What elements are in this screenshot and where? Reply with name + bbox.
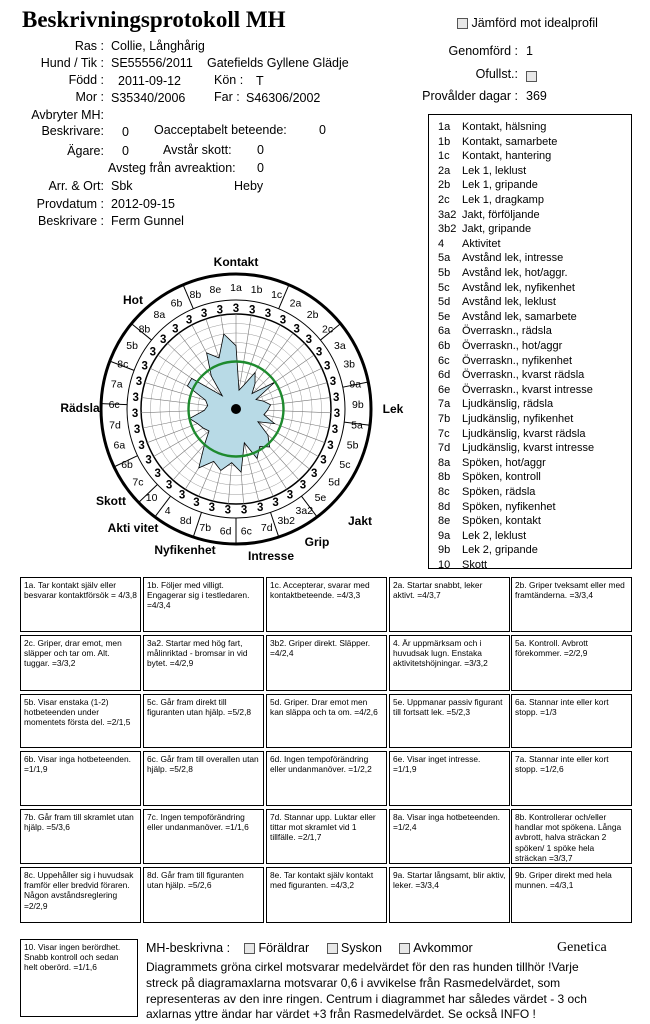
radar-score-label: 3 bbox=[320, 454, 327, 467]
legend-text: Kontakt, hälsning bbox=[462, 121, 547, 133]
ras-label: Ras : bbox=[74, 39, 104, 53]
jamford-label: Jämförd mot idealprofil bbox=[471, 16, 598, 30]
avbryter-heading: Avbryter MH: bbox=[31, 108, 104, 122]
legend-text: Kontakt, samarbete bbox=[462, 135, 558, 148]
radar-item-code: 6c bbox=[240, 525, 252, 538]
legend-code: 5a bbox=[438, 252, 451, 265]
footer-line-1: Diagrammets gröna cirkel motsvarar medelvärdet för den ras hunden tillhör !Varje bbox=[146, 960, 579, 974]
radar-score-label: 3 bbox=[329, 375, 337, 388]
description-cell: 6a. Stannar inte eller kort stopp. =1/3 bbox=[511, 694, 632, 748]
legend-code: 8d bbox=[438, 500, 451, 513]
radar-score-label: 3 bbox=[165, 479, 173, 492]
legend-code: 6a bbox=[438, 325, 451, 338]
description-cell: 6b. Visar inga hotbeteenden. =1/1,9 bbox=[20, 751, 141, 806]
radar-item-code: 6c bbox=[108, 398, 120, 411]
foraldrar-label: Föräldrar bbox=[258, 941, 310, 955]
legend-text: Aktivitet bbox=[462, 237, 501, 250]
legend-code: 2b bbox=[438, 179, 451, 192]
hund-tik-label: Hund / Tik : bbox=[40, 56, 104, 70]
legend-item bbox=[438, 150, 551, 162]
legend-text: Jakt, gripande bbox=[462, 223, 532, 236]
radar-item-code: 2a bbox=[289, 297, 302, 310]
legend-item bbox=[438, 428, 586, 440]
radar-score-label: 3 bbox=[264, 308, 272, 321]
legend-item bbox=[438, 457, 546, 469]
radar-score-label: 3 bbox=[145, 454, 152, 467]
legend-item bbox=[438, 398, 553, 410]
description-cell: 3a2. Startar med hög fart, målinriktad - bromsar in vid bytet. =4/2,9 bbox=[143, 635, 264, 691]
radar-group-label: Kontakt bbox=[213, 255, 259, 269]
legend-item bbox=[438, 252, 563, 264]
legend-code: 5d bbox=[438, 296, 451, 309]
legend-item bbox=[438, 530, 526, 542]
avkommor-checkbox[interactable] bbox=[399, 943, 410, 954]
radar-item-code: 5e bbox=[314, 492, 327, 505]
radar-score-label: 3 bbox=[311, 467, 318, 480]
legend-code: 6c bbox=[438, 354, 450, 367]
avstar-value: 0 bbox=[257, 143, 264, 157]
legend-text: Spöken, kontakt bbox=[462, 515, 541, 528]
ort-value: Heby bbox=[234, 179, 264, 193]
radar-item-code: 8a bbox=[153, 309, 166, 322]
radar-item-code: 5d bbox=[328, 476, 340, 489]
legend-item bbox=[438, 442, 594, 454]
description-cell: 7a. Stannar inte eller kort stopp. =1/2,6 bbox=[511, 751, 632, 806]
description-cell: 5a. Kontroll. Avbrott förekommer. =2/2,9 bbox=[511, 635, 632, 691]
legend-item bbox=[438, 369, 584, 381]
radar-item-code: 9b bbox=[352, 398, 364, 411]
legend-code: 3b2 bbox=[438, 223, 457, 236]
legend-code: 4 bbox=[438, 237, 445, 250]
legend-code: 5e bbox=[438, 310, 451, 323]
reg-number: SE55556/2011 bbox=[111, 56, 193, 70]
legend-item bbox=[438, 296, 556, 308]
jamford-checkbox[interactable] bbox=[457, 18, 468, 29]
oacceptabelt-value: 0 bbox=[319, 123, 326, 137]
legend-code: 9b bbox=[438, 544, 451, 557]
description-cell: 5e. Uppmanar passiv figurant till fortsatt lek. =5/2,3 bbox=[389, 694, 510, 748]
kon-label: Kön : bbox=[214, 73, 244, 87]
legend-text: Överraskn., rädsla bbox=[462, 325, 552, 338]
legend-code: 1c bbox=[438, 150, 450, 163]
legend-text: Lek 1, gripande bbox=[462, 179, 538, 192]
description-cell: 2b. Griper tveksamt eller med framtänderna. =3/3,4 bbox=[511, 577, 632, 632]
provdatum-value: 2012-09-15 bbox=[111, 197, 175, 211]
mh-beskrivna-label: MH-beskrivna : bbox=[146, 941, 231, 955]
radar-item-code: 2c bbox=[322, 323, 334, 336]
radar-item-code: 6a bbox=[113, 439, 126, 452]
legend-item bbox=[438, 340, 562, 352]
legend-code: 1b bbox=[438, 135, 451, 148]
description-cell: 6d. Ingen tempoförändring eller undanmanöver. =1/2,2 bbox=[266, 751, 387, 806]
kon-value: T bbox=[256, 74, 264, 88]
legend-item bbox=[438, 325, 552, 337]
legend-code: 7d bbox=[438, 442, 451, 455]
legend-item bbox=[438, 544, 538, 556]
avsteg-value: 0 bbox=[257, 161, 264, 175]
legend-text: Avstånd lek, intresse bbox=[462, 252, 564, 265]
legend-item bbox=[438, 515, 541, 527]
radar-score-label: 3 bbox=[193, 496, 200, 509]
description-cell: 5c. Går fram direkt till figuranten utan hjälp. =5/2,8 bbox=[143, 694, 264, 748]
footer-line-4: axlarnas yttre ändar har värdet +3 från Rasmedelvärdet. Se också INFO ! bbox=[146, 1007, 536, 1021]
legend-code: 2a bbox=[438, 164, 451, 177]
radar-group-label: Grip bbox=[304, 535, 330, 549]
radar-score-label: 3 bbox=[279, 314, 287, 327]
radar-item-code: 6d bbox=[219, 525, 232, 538]
legend-item bbox=[438, 165, 526, 177]
legend-code: 5b bbox=[438, 267, 451, 279]
legend-item bbox=[438, 311, 577, 323]
legend-code: 8b bbox=[438, 471, 451, 484]
radar-profile-polygon bbox=[187, 334, 275, 472]
genomford-value: 1 bbox=[526, 44, 533, 58]
genetica-brand: Genetica bbox=[557, 940, 607, 955]
legend-item bbox=[438, 384, 593, 396]
legend-text: Avstånd lek, hot/aggr. bbox=[462, 267, 568, 279]
fodd-label: Född : bbox=[68, 73, 104, 87]
radar-score-label: 3 bbox=[331, 424, 339, 437]
description-cell: 7d. Stannar upp. Luktar eller tittar mot skramlet vid 1 tillfälle. =2/1,7 bbox=[266, 809, 387, 864]
legend-text: Ljudkänslig, kvarst intresse bbox=[462, 442, 595, 455]
avbryter-agare-label: Ägare: bbox=[67, 144, 104, 158]
radar-group-label: Hot bbox=[123, 293, 143, 307]
radar-item-code: 5b bbox=[126, 340, 138, 353]
event-beskrivare-label: Beskrivare : bbox=[38, 214, 104, 228]
syskon-label: Syskon bbox=[341, 941, 383, 955]
radar-score-label: 3 bbox=[256, 502, 264, 515]
avsteg-label: Avsteg från avreaktion: bbox=[108, 161, 236, 175]
radar-item-code: 1c bbox=[271, 288, 283, 301]
legend-text: Lek 1, dragkamp bbox=[462, 194, 544, 206]
page-title: Beskrivningsprotokoll MH bbox=[22, 7, 286, 32]
radar-score-label: 3 bbox=[141, 360, 148, 373]
legend-item bbox=[438, 559, 487, 571]
legend-text: Överraskn., kvarst intresse bbox=[462, 383, 593, 396]
radar-score-label: 3 bbox=[154, 467, 161, 480]
radar-item-code: 9a bbox=[349, 378, 362, 391]
provdatum-label: Provdatum : bbox=[36, 197, 104, 211]
radar-score-label: 3 bbox=[135, 375, 143, 388]
description-cell-10: 10. Visar ingen berördhet. Snabb kontroll och sedan helt oberörd. =1/1,6 bbox=[20, 939, 138, 1017]
provalder-label: Provålder dagar : bbox=[422, 89, 518, 103]
radar-item-code: 8b bbox=[189, 288, 202, 301]
legend-text: Ljudkänslig, kvarst rädsla bbox=[462, 427, 586, 440]
radar-center-dot bbox=[231, 404, 241, 414]
radar-group-label: Nyfikenhet bbox=[154, 543, 216, 557]
legend-code: 7b bbox=[438, 413, 451, 425]
legend-text: Lek 2, leklust bbox=[462, 529, 527, 542]
radar-group-label: Skott bbox=[96, 494, 126, 508]
description-cell: 9b. Griper direkt med hela munnen. =4/3,1 bbox=[511, 867, 632, 923]
description-cell: 8a. Visar inga hotbeteenden. =1/2,4 bbox=[389, 809, 510, 864]
description-cell: 8e. Tar kontakt själv kontakt med figuranten. =4/3,2 bbox=[266, 867, 387, 923]
radar-score-label: 3 bbox=[208, 502, 216, 515]
radar-item-code: 5c bbox=[339, 458, 351, 471]
legend-text: Överraskn., hot/aggr bbox=[462, 340, 563, 352]
description-cell: 9a. Startar långsamt, blir aktiv, leker. =3/3,4 bbox=[389, 867, 510, 923]
description-cell: 6c. Går fram till overallen utan hjälp. =5/2,8 bbox=[143, 751, 264, 806]
legend-item bbox=[438, 136, 557, 148]
footer-heading-row bbox=[146, 941, 473, 955]
radar-score-label: 3 bbox=[224, 504, 232, 517]
radar-item-code: 3b bbox=[343, 358, 356, 371]
legend-text: Ljudkänslig, rädsla bbox=[462, 398, 554, 411]
description-cell: 8c. Uppehåller sig i huvudsak framför eller bredvid föraren. Någon avståndsreglering =2/2,9 bbox=[20, 867, 141, 923]
ofullst-label: Ofullst.: bbox=[475, 67, 518, 81]
radar-item-code: 1b bbox=[250, 283, 263, 296]
radar-item-code: 6b bbox=[170, 297, 183, 310]
radar-item-code: 4 bbox=[164, 505, 171, 518]
legend-item bbox=[438, 179, 538, 191]
fodd-value: 2011-09-12 bbox=[118, 74, 182, 88]
legend-code: 1a bbox=[438, 121, 451, 133]
far-label: Far : bbox=[214, 90, 240, 104]
legend-text: Avstånd lek, nyfikenhet bbox=[462, 281, 575, 294]
radar-score-label: 3 bbox=[248, 304, 256, 317]
legend-item bbox=[438, 194, 544, 206]
legend-code: 3a2 bbox=[438, 208, 457, 221]
radar-score-label: 3 bbox=[159, 334, 167, 347]
mh-radar-diagram bbox=[55, 248, 415, 578]
legend-text: Överraskn., kvarst rädsla bbox=[462, 369, 585, 382]
radar-item-code: 1a bbox=[230, 282, 242, 294]
radar-score-label: 3 bbox=[315, 346, 323, 359]
radar-score-label: 3 bbox=[131, 408, 139, 421]
legend-code: 6e bbox=[438, 383, 451, 396]
legend-code: 9a bbox=[438, 529, 451, 542]
description-cell: 1a. Tar kontakt själv eller besvarar kontaktförsök = 4/3,8 bbox=[20, 577, 141, 632]
avstar-label: Avstår skott: bbox=[163, 143, 232, 157]
radar-score-label: 3 bbox=[149, 346, 157, 359]
far-value: S46306/2002 bbox=[246, 91, 321, 105]
radar-score-label: 3 bbox=[132, 391, 139, 404]
legend-text: Kontakt, hantering bbox=[462, 150, 552, 163]
radar-item-code: 5b bbox=[346, 439, 359, 452]
legend-code: 6b bbox=[438, 340, 451, 352]
avkommor-label: Avkommor bbox=[413, 941, 473, 955]
legend-text: Skott bbox=[462, 559, 488, 571]
radar-item-code: 7d bbox=[260, 522, 273, 535]
radar-item-code: 2b bbox=[306, 309, 319, 322]
radar-item-code: 6b bbox=[121, 458, 133, 471]
legend-text: Lek 2, gripande bbox=[462, 544, 538, 557]
description-cell: 7b. Går fram till skramlet utan hjälp. =5/3,6 bbox=[20, 809, 141, 864]
description-cell: 7c. Ingen tempoförändring eller undanmanöver. =1/1,6 bbox=[143, 809, 264, 864]
radar-score-label: 3 bbox=[178, 489, 186, 502]
legend-item bbox=[438, 355, 572, 367]
legend-code: 8c bbox=[438, 486, 450, 498]
legend-item bbox=[438, 413, 573, 425]
provalder-value: 369 bbox=[526, 89, 547, 103]
footer-line-3: representeras av den inre ringen. Centrum i diagrammet har således värdet - 3 och bbox=[146, 992, 587, 1006]
description-cell: 8b. Kontrollerar och/eller handlar mot spökena. Långa avbrott, halva sträckan 2 spöken/ 1 spöke hela sträckan =3/3,7 bbox=[511, 809, 632, 864]
jamford-checkbox-row[interactable] bbox=[457, 16, 598, 30]
legend-code: 8e bbox=[438, 515, 451, 528]
description-cell: 4. Är uppmärksam och i huvudsak lugn. Enstaka aktivitetshöjningar. =3/3,2 bbox=[389, 635, 510, 691]
description-cell: 8d. Går fram till figuranten utan hjälp. =5/2,6 bbox=[143, 867, 264, 923]
genomford-label: Genomförd : bbox=[448, 44, 518, 58]
avbryter-beskrivare-label: Beskrivare: bbox=[41, 124, 104, 138]
legend-item bbox=[438, 501, 556, 513]
radar-score-label: 3 bbox=[333, 408, 341, 421]
radar-item-code: 3b2 bbox=[277, 515, 296, 528]
radar-group-label: Intresse bbox=[247, 549, 295, 563]
radar-item-code: 7b bbox=[199, 522, 212, 535]
legend-box bbox=[428, 114, 632, 569]
legend-code: 7a bbox=[438, 398, 451, 411]
radar-score-label: 3 bbox=[240, 504, 248, 517]
radar-item-code: 7a bbox=[110, 378, 123, 391]
legend-text: Spöken, hot/aggr bbox=[462, 456, 546, 469]
description-cell: 1c. Accepterar, svarar med kontaktbeteende. =4/3,3 bbox=[266, 577, 387, 632]
radar-score-label: 3 bbox=[232, 303, 240, 315]
ras-value: Collie, Långhårig bbox=[111, 39, 205, 53]
ofullst-checkbox[interactable] bbox=[526, 71, 537, 82]
foraldrar-checkbox[interactable] bbox=[244, 943, 255, 954]
legend-item bbox=[438, 121, 546, 133]
radar-score-label: 3 bbox=[327, 439, 334, 452]
legend-code: 10 bbox=[438, 559, 451, 571]
legend-code: 2c bbox=[438, 194, 450, 206]
radar-score-label: 3 bbox=[272, 496, 279, 509]
radar-item-code: 8d bbox=[179, 515, 192, 528]
mor-value: S35340/2006 bbox=[111, 91, 186, 105]
legend-code: 7c bbox=[438, 427, 450, 440]
description-cell: 2a. Startar snabbt, leker aktivt. =4/3,7 bbox=[389, 577, 510, 632]
legend-item bbox=[438, 209, 540, 221]
radar-item-code: 5a bbox=[351, 419, 363, 432]
legend-code: 5c bbox=[438, 281, 450, 294]
arr-label: Arr. & Ort: bbox=[48, 179, 104, 193]
legend-item bbox=[438, 223, 531, 235]
description-cell: 3b2. Griper direkt. Släpper. =4/2,4 bbox=[266, 635, 387, 691]
legend-item bbox=[438, 282, 575, 294]
arr-value: Sbk bbox=[111, 179, 133, 193]
legend-text: Spöken, rädsla bbox=[462, 486, 536, 498]
legend-code: 8a bbox=[438, 456, 451, 469]
legend-text: Avstånd lek, leklust bbox=[462, 296, 556, 309]
radar-group-label: Rädsla bbox=[60, 401, 100, 415]
legend-item bbox=[438, 267, 568, 279]
avbryter-agare-value: 0 bbox=[122, 144, 129, 158]
legend-item bbox=[438, 471, 541, 483]
radar-item-code: 8c bbox=[117, 358, 129, 371]
description-cell: 5d. Griper. Drar emot men kan släppa och ta om. =4/2,6 bbox=[266, 694, 387, 748]
syskon-checkbox[interactable] bbox=[327, 943, 338, 954]
radar-item-code: 3a2 bbox=[295, 505, 314, 518]
ofullst-checkbox-wrap[interactable] bbox=[526, 68, 537, 86]
legend-text: Jakt, förföljande bbox=[462, 208, 540, 221]
mor-label: Mor : bbox=[75, 90, 104, 104]
avbryter-beskrivare-value: 0 bbox=[122, 125, 129, 139]
radar-score-label: 3 bbox=[216, 304, 224, 317]
radar-score-label: 3 bbox=[305, 334, 313, 347]
radar-score-label: 3 bbox=[286, 489, 294, 502]
radar-group-label: Lek bbox=[382, 402, 404, 416]
legend-text: Överraskn., nyfikenhet bbox=[462, 354, 573, 367]
legend-text: Spöken, kontroll bbox=[462, 471, 541, 484]
radar-item-code: 8e bbox=[209, 283, 222, 296]
radar-item-code: 10 bbox=[145, 492, 158, 505]
radar-item-code: 8b bbox=[138, 323, 151, 336]
radar-score-label: 3 bbox=[133, 424, 141, 437]
legend-text: Avstånd lek, samarbete bbox=[462, 310, 577, 323]
event-beskrivare-value: Ferm Gunnel bbox=[111, 214, 184, 228]
dog-name: Gatefields Gyllene Glädje bbox=[207, 56, 349, 70]
radar-item-code: 7d bbox=[109, 419, 121, 432]
footer-line-2: streck på diagramaxlarna motsvarar 0,6 i avvikelse från Rasmedelvärdet, som bbox=[146, 976, 561, 990]
legend-code: 6d bbox=[438, 369, 451, 382]
radar-score-label: 3 bbox=[138, 439, 145, 452]
description-cell: 5b. Visar enstaka (1-2) hotbeteenden under momentets första del. =2/1,5 bbox=[20, 694, 141, 748]
legend-text: Ljudkänslig, nyfikenhet bbox=[462, 413, 574, 425]
radar-score-label: 3 bbox=[172, 323, 179, 336]
description-cell: 1b. Följer med villigt. Engagerar sig i testledaren. =4/3,4 bbox=[143, 577, 264, 632]
legend-item bbox=[438, 486, 535, 498]
description-cell: 2c. Griper, drar emot, men släpper och tar om. Alt. tuggar. =3/3,2 bbox=[20, 635, 141, 691]
oacceptabelt-label: Oacceptabelt beteende: bbox=[154, 123, 287, 137]
radar-item-code: 7c bbox=[132, 476, 144, 489]
description-cell: 6e. Visar inget intresse. =1/1,9 bbox=[389, 751, 510, 806]
radar-score-label: 3 bbox=[324, 360, 331, 373]
legend-text: Lek 1, leklust bbox=[462, 164, 527, 177]
radar-score-label: 3 bbox=[185, 314, 193, 327]
radar-item-code: 3a bbox=[334, 340, 346, 353]
radar-score-label: 3 bbox=[333, 391, 340, 404]
radar-score-label: 3 bbox=[200, 308, 208, 321]
legend-item bbox=[438, 238, 501, 250]
radar-score-label: 3 bbox=[299, 479, 307, 492]
legend-text: Spöken, nyfikenhet bbox=[462, 500, 556, 513]
radar-score-label: 3 bbox=[293, 323, 300, 336]
radar-group-label: Jakt bbox=[347, 514, 373, 528]
radar-group-label: Akti vitet bbox=[107, 521, 159, 535]
